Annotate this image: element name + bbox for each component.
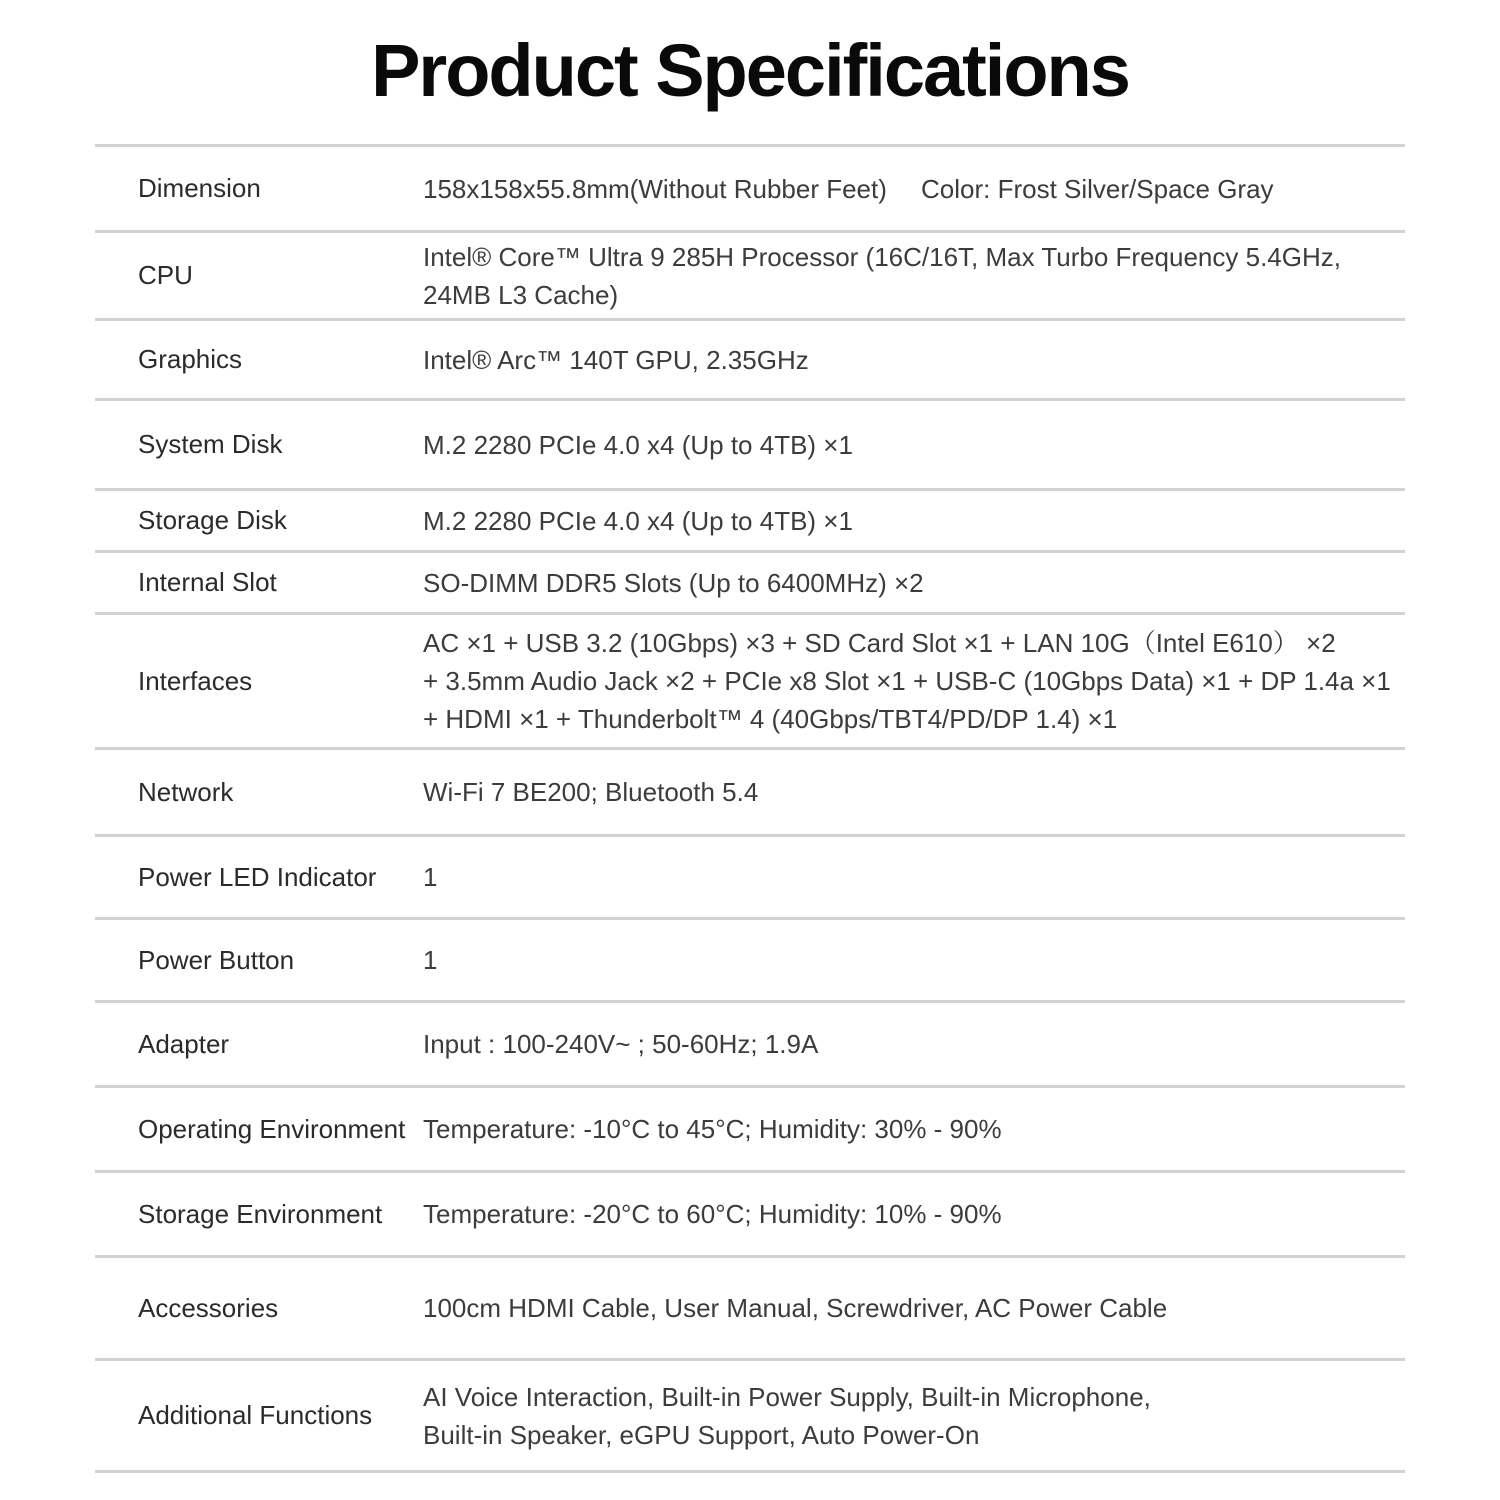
spec-value-line: 1 xyxy=(423,862,438,892)
spec-label: Additional Functions xyxy=(138,1400,373,1430)
spec-label: Power LED Indicator xyxy=(138,861,377,892)
spec-row-storage-disk xyxy=(95,491,1405,550)
spec-value-line: 24MB L3 Cache) xyxy=(423,279,619,310)
spec-value xyxy=(423,941,1405,979)
spec-label: Power Button xyxy=(138,944,295,975)
spec-label: Graphics xyxy=(138,344,243,374)
spec-row-network xyxy=(95,750,1405,834)
spec-row-graphics xyxy=(95,321,1405,398)
spec-row-storage-environment xyxy=(95,1173,1405,1255)
divider xyxy=(95,1470,1405,1473)
spec-value xyxy=(423,341,1405,379)
spec-value-line: Input : 100-240V~ ; 50-60Hz; 1.9A xyxy=(423,1029,819,1059)
spec-value-line: Temperature: -10°C to 45°C; Humidity: 30% - 90% xyxy=(423,1114,1002,1144)
spec-table xyxy=(95,144,1405,1473)
spec-value-line: 100cm HDMI Cable, User Manual, Screwdriver, AC Power Cable xyxy=(423,1293,1168,1323)
spec-row-power-button xyxy=(95,920,1405,1000)
spec-value-line: Wi-Fi 7 BE200; Bluetooth 5.4 xyxy=(423,777,759,807)
spec-row-dimension xyxy=(95,147,1405,230)
spec-value-line: AC ×1 + USB 3.2 (10Gbps) ×3 + SD Card Slot ×1 + LAN 10G（Intel E610） ×2 xyxy=(423,628,1336,658)
spec-label: CPU xyxy=(138,260,193,290)
spec-value-line: 158x158x55.8mm(Without Rubber Feet) xyxy=(423,173,887,204)
spec-label: Interfaces xyxy=(138,665,253,696)
spec-value-line: Built-in Speaker, eGPU Support, Auto Power-On xyxy=(423,1419,980,1450)
spec-value xyxy=(423,624,1405,738)
spec-label: Dimension xyxy=(138,173,261,203)
spec-label: Adapter xyxy=(138,1028,230,1059)
spec-value-line: M.2 2280 PCIe 4.0 x4 (Up to 4TB) ×1 xyxy=(423,429,853,460)
spec-label: Internal Slot xyxy=(138,567,277,597)
spec-row-adapter xyxy=(95,1003,1405,1085)
spec-label: Storage Environment xyxy=(138,1198,383,1229)
spec-value xyxy=(423,773,1405,811)
spec-value xyxy=(423,426,1405,464)
spec-label: Network xyxy=(138,776,234,807)
spec-value-line: SO-DIMM DDR5 Slots (Up to 6400MHz) ×2 xyxy=(423,567,924,598)
spec-value xyxy=(423,564,1405,602)
spec-value-line: M.2 2280 PCIe 4.0 x4 (Up to 4TB) ×1 xyxy=(423,505,853,536)
spec-value-line: Intel® Core™ Ultra 9 285H Processor (16C/16T, Max Turbo Frequency 5.4GHz, xyxy=(423,241,1341,272)
spec-value-line: Temperature: -20°C to 60°C; Humidity: 10% - 90% xyxy=(423,1199,1002,1229)
spec-value-line: AI Voice Interaction, Built-in Power Supply, Built-in Microphone, xyxy=(423,1381,1151,1412)
spec-value xyxy=(423,170,1405,208)
spec-value xyxy=(423,1289,1405,1327)
spec-row-interfaces xyxy=(95,615,1405,747)
spec-value xyxy=(423,502,1405,540)
color-note: Color: Frost Silver/Space Gray xyxy=(921,173,1274,204)
spec-value xyxy=(423,1025,1405,1063)
spec-value xyxy=(423,858,1405,896)
spec-value xyxy=(423,1110,1405,1148)
spec-row-cpu xyxy=(95,233,1405,318)
spec-row-system-disk xyxy=(95,401,1405,488)
spec-value-line: + HDMI ×1 + Thunderbolt™ 4 (40Gbps/TBT4/PD/DP 1.4) ×1 xyxy=(423,704,1118,734)
spec-label: System Disk xyxy=(138,429,283,459)
spec-row-operating-environment xyxy=(95,1088,1405,1170)
spec-value-line: + 3.5mm Audio Jack ×2 + PCIe x8 Slot ×1 + USB-C (10Gbps Data) ×1 + DP 1.4a ×1 xyxy=(423,666,1391,696)
spec-value-line: 1 xyxy=(423,945,438,975)
spec-row-additional-functions xyxy=(95,1361,1405,1470)
spec-value xyxy=(423,238,1405,314)
spec-value xyxy=(423,1195,1405,1233)
spec-value-line: Intel® Arc™ 140T GPU, 2.35GHz xyxy=(423,344,809,375)
spec-row-accessories xyxy=(95,1258,1405,1358)
spec-label: Storage Disk xyxy=(138,505,287,535)
spec-value xyxy=(423,1378,1405,1454)
spec-row-internal-slot xyxy=(95,553,1405,612)
page-title: Product Specifications xyxy=(371,29,1129,112)
spec-row-power-led xyxy=(95,837,1405,917)
spec-label: Operating Environment xyxy=(138,1113,406,1144)
spec-label: Accessories xyxy=(138,1292,279,1323)
